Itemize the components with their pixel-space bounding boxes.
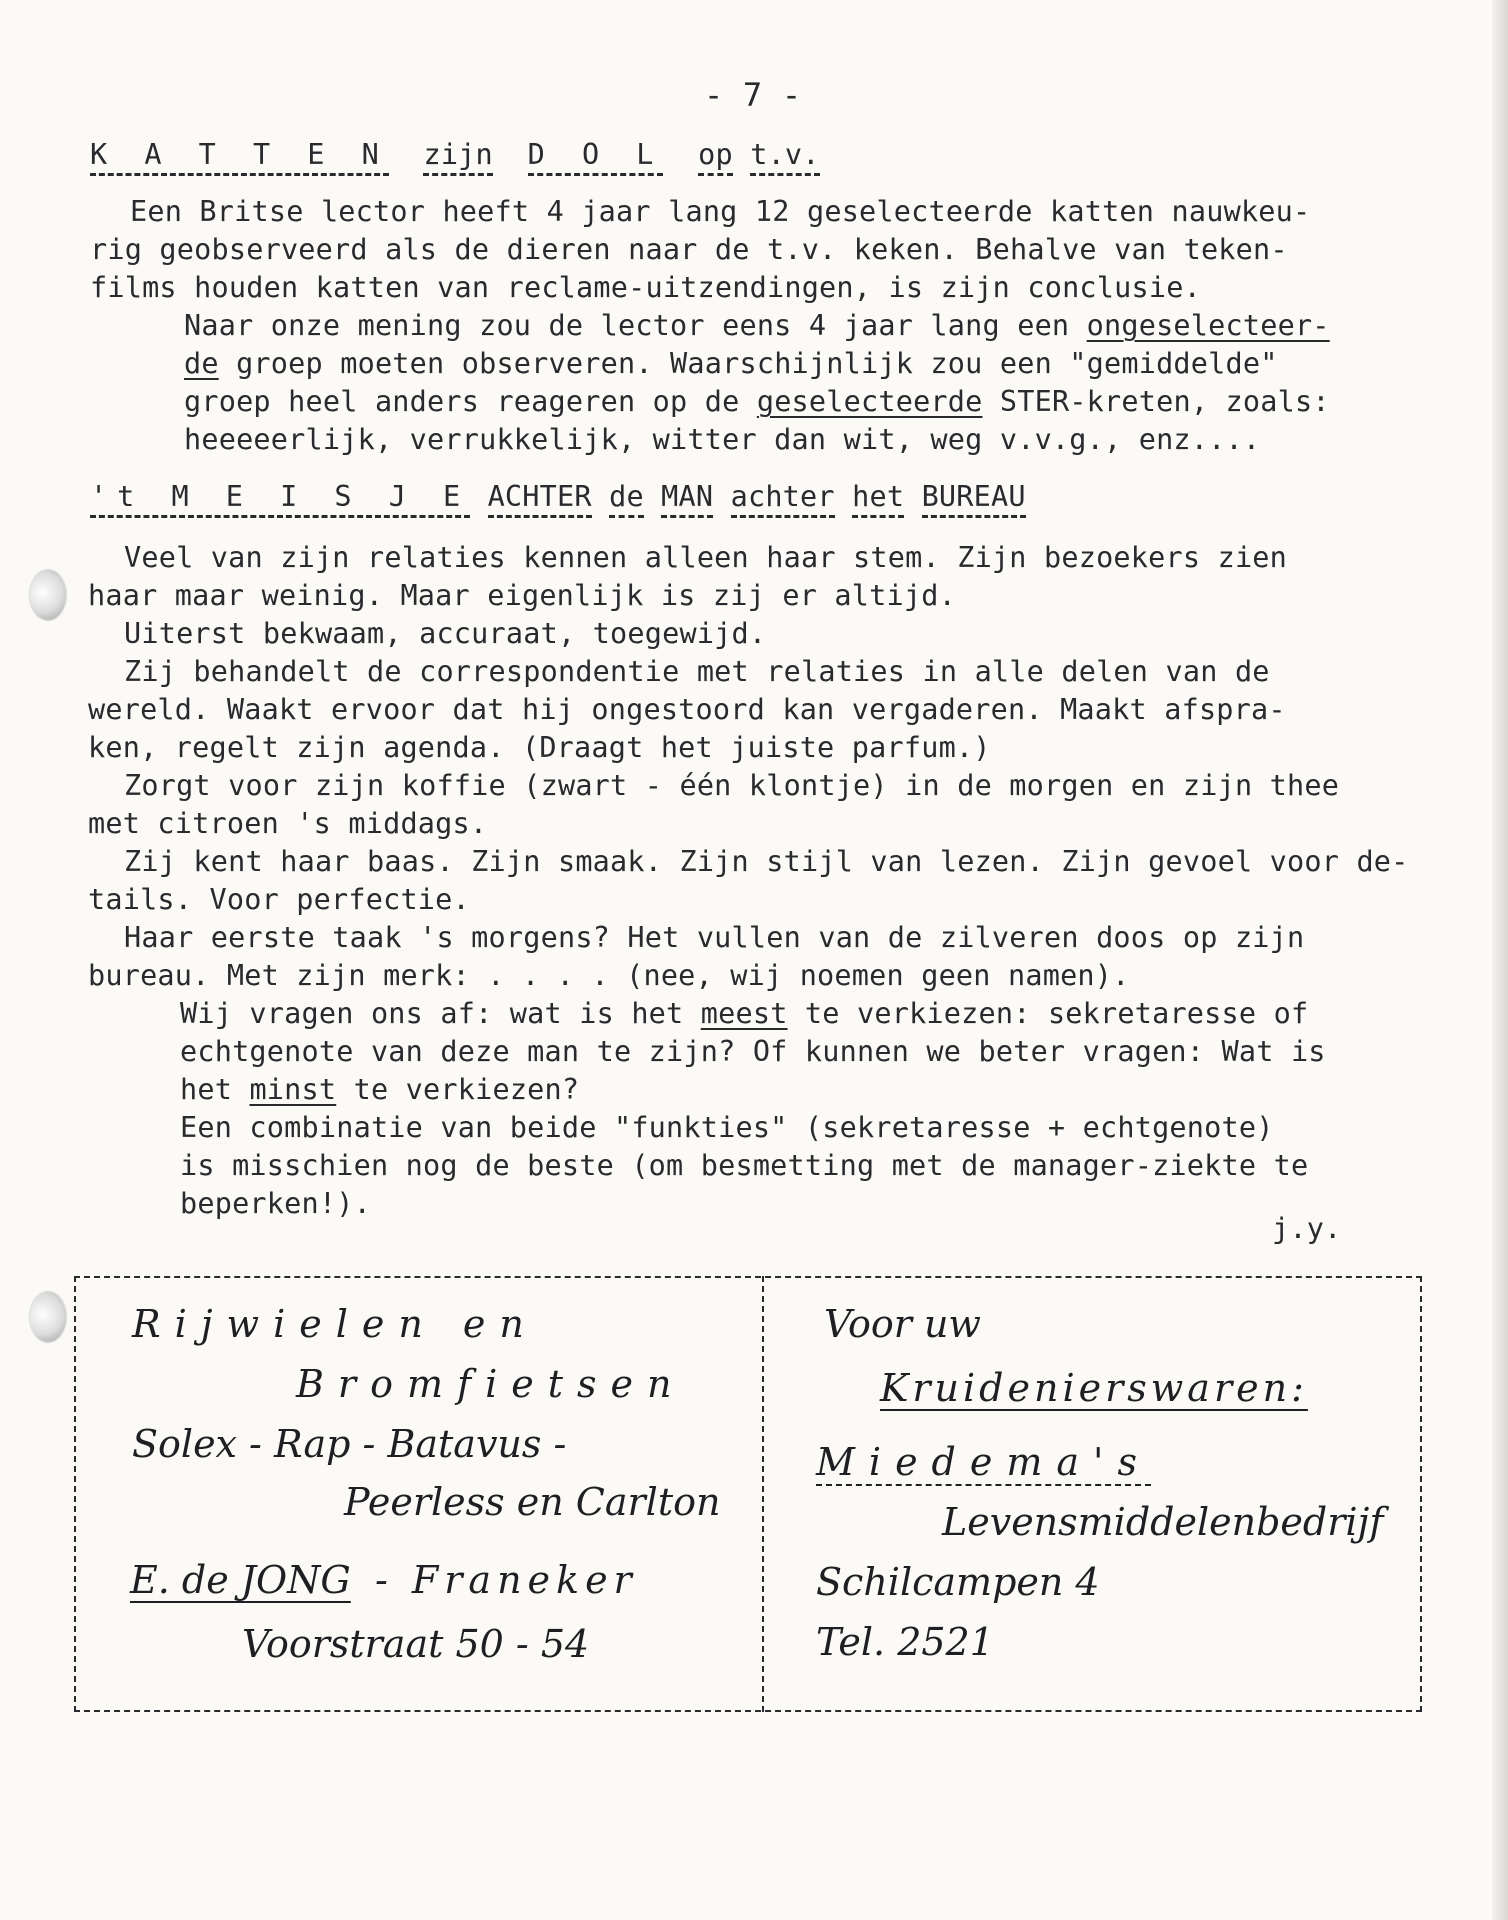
text-segment: het xyxy=(180,1073,250,1106)
text-line: Uiterst bekwaam, accuraat, toegewijd. xyxy=(124,617,767,650)
text-line: Veel van zijn relaties kennen alleen haar stem. Zijn bezoekers zien xyxy=(124,541,1288,574)
text-segment: groep heel anders reageren op de xyxy=(184,385,757,418)
text-segment: STER-kreten, zoals: xyxy=(982,385,1330,418)
text-segment: te verkiezen: sekretaresse of xyxy=(787,997,1309,1030)
title-word: zijn xyxy=(423,138,492,176)
ad-left-line: Solex - Rap - Batavus - xyxy=(132,1422,567,1466)
text-line: Een Britse lector heeft 4 jaar lang 12 geselecteerde katten nauwkeu- xyxy=(130,195,1311,228)
text-line xyxy=(184,345,1278,383)
underlined-word: minst xyxy=(249,1073,337,1106)
text-line: Haar eerste taak 's morgens? Het vullen van de zilveren doos op zijn xyxy=(124,921,1305,954)
ad-right-heading: Kruidenierswaren: xyxy=(880,1366,1308,1410)
title-word: op xyxy=(698,138,733,176)
title-word: de xyxy=(609,480,644,518)
text-line xyxy=(184,307,1330,345)
title-word: 't M E I S J E xyxy=(90,480,470,518)
text-line: beperken!). xyxy=(180,1187,371,1220)
underlined-word: ongeselecteer- xyxy=(1086,309,1330,342)
text-line xyxy=(184,383,1330,421)
title-word: het xyxy=(852,480,904,518)
advertisement-divider xyxy=(762,1276,764,1712)
underlined-word: de xyxy=(184,347,219,380)
signature: j.y. xyxy=(1272,1212,1342,1245)
ad-right-address: Schilcampen 4 xyxy=(816,1560,1100,1604)
text-line: films houden katten van reclame-uitzendingen, is zijn conclusie. xyxy=(90,271,1201,304)
title-word: ACHTER xyxy=(488,480,592,518)
ad-right-line xyxy=(880,1364,1308,1412)
text-line: Een combinatie van beide "funkties" (sekretaresse + echtgenote) xyxy=(180,1111,1274,1144)
text-line: wereld. Waakt ervoor dat hij ongestoord kan vergaderen. Maakt afspra- xyxy=(88,693,1286,726)
page-edge xyxy=(1492,0,1508,1920)
text-line xyxy=(180,995,1308,1033)
title-word: achter xyxy=(731,480,835,518)
text-line: met citroen 's middags. xyxy=(88,807,488,840)
title-word: BUREAU xyxy=(922,480,1026,518)
text-line: haar maar weinig. Maar eigenlijk is zij er altijd. xyxy=(88,579,956,612)
text-line: echtgenote van deze man te zijn? Of kunnen we beter vragen: Wat is xyxy=(180,1035,1326,1068)
title-word: MAN xyxy=(661,480,713,518)
text-line: tails. Voor perfectie. xyxy=(88,883,470,916)
text-segment: groep moeten observeren. Waarschijnlijk zou een "gemiddelde" xyxy=(218,347,1278,380)
ad-left-line: Bromfietsen xyxy=(296,1362,686,1406)
ad-left-line: Rijwielen en xyxy=(132,1302,538,1346)
title-word: K A T T E N xyxy=(90,138,389,176)
text-line: Zij behandelt de correspondentie met relaties in alle delen van de xyxy=(124,655,1270,688)
text-line: ken, regelt zijn agenda. (Draagt het juiste parfum.) xyxy=(88,731,991,764)
ad-left-line: Peerless en Carlton xyxy=(344,1480,721,1524)
text-line xyxy=(180,1071,579,1109)
text-line: bureau. Met zijn merk: . . . . (nee, wij noemen geen namen). xyxy=(88,959,1130,992)
text-line: Zorgt voor zijn koffie (zwart - één klontje) in de morgen en zijn thee xyxy=(124,769,1340,802)
ad-right-name: Miedema's xyxy=(816,1440,1151,1484)
page-number: - 7 - xyxy=(704,76,802,114)
ad-left-city: - Franeker xyxy=(374,1558,638,1602)
text-segment: te verkiezen? xyxy=(336,1073,580,1106)
ad-right-line: Voor uw xyxy=(824,1302,981,1346)
text-line: Zij kent haar baas. Zijn smaak. Zijn stijl van lezen. Zijn gevoel voor de- xyxy=(124,845,1409,878)
ad-left-name: E. de JONG xyxy=(130,1558,351,1602)
ad-left-address: Voorstraat 50 - 54 xyxy=(242,1622,590,1666)
text-segment: Naar onze mening zou de lector eens 4 jaar lang een xyxy=(184,309,1087,342)
title-word: D O L xyxy=(528,138,664,176)
underlined-word: geselecteerde xyxy=(756,385,983,418)
punch-hole-bottom xyxy=(30,1292,66,1342)
text-segment: Wij vragen ons af: wat is het xyxy=(180,997,701,1030)
text-line: rig geobserveerd als de dieren naar de t.v. keken. Behalve van teken- xyxy=(90,233,1288,266)
title-word: t.v. xyxy=(750,138,819,176)
ad-right-name-line xyxy=(816,1438,1151,1486)
text-line: heeeeerlijk, verrukkelijk, witter dan wit, weg v.v.g., enz.... xyxy=(184,423,1261,456)
article1-title xyxy=(90,136,820,174)
punch-hole-top xyxy=(30,570,66,620)
text-line: is misschien nog de beste (om besmetting met de manager-ziekte te xyxy=(180,1149,1309,1182)
ad-right-phone: Tel. 2521 xyxy=(816,1620,994,1664)
article2-title xyxy=(90,478,1026,516)
underlined-word: meest xyxy=(700,997,788,1030)
ad-right-line: Levensmiddelenbedrijf xyxy=(942,1500,1384,1544)
ad-left-name-line xyxy=(130,1556,638,1604)
